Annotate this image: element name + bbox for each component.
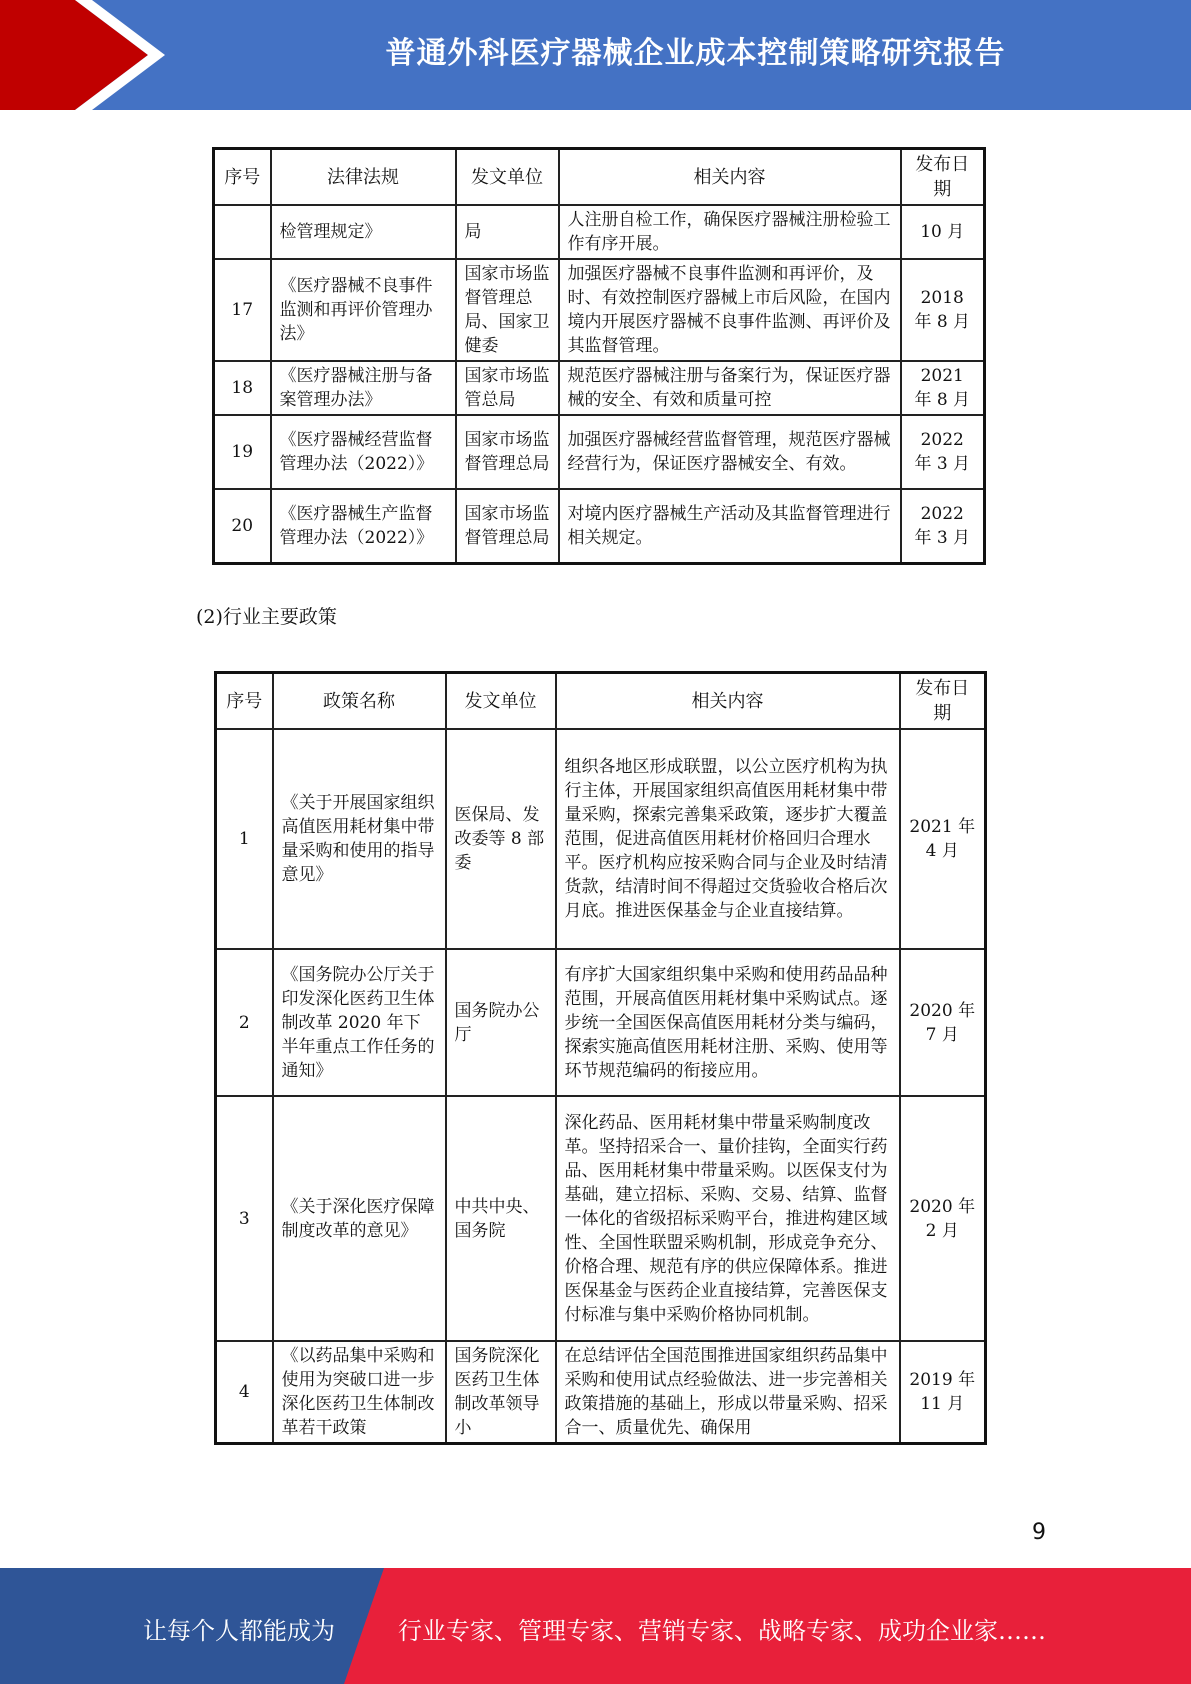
col-header-date: 发布日期 <box>900 673 986 730</box>
policies-table <box>214 671 987 1445</box>
table-row <box>214 489 985 563</box>
section-heading: (2)行业主要政策 <box>196 606 337 628</box>
row-no: 2 <box>216 949 273 1096</box>
row-law: 《医疗器械不良事件监测和再评价管理办法》 <box>271 259 456 361</box>
row-unit: 局 <box>456 205 559 259</box>
row-unit: 国家市场监管总局 <box>456 361 559 415</box>
row-content: 对境内医疗器械生产活动及其监督管理进行相关规定。 <box>559 489 901 563</box>
table-row <box>216 1096 986 1341</box>
row-date: 2022 年 3 月 <box>901 415 985 489</box>
table-row <box>216 1341 986 1444</box>
table-row <box>214 361 985 415</box>
row-no <box>214 205 271 259</box>
row-law: 《医疗器械经营监督管理办法（2022）》 <box>271 415 456 489</box>
row-no: 1 <box>216 729 273 949</box>
row-content: 深化药品、医用耗材集中带量采购制度改革。坚持招采合一、量价挂钩，全面实行药品、医用耗材集中带量采购。以医保支付为基础，建立招标、采购、交易、结算、监督一体化的省级招标采购平台，推进构建区域性、全国性联盟采购机制，形成竞争充分、价格合理、规范有序的供应保障体系。推进医保基金与医药企业直接结算，完善医保支付标准与集中采购价格协同机制。 <box>556 1096 900 1341</box>
row-unit: 国家市场监督管理总局 <box>456 489 559 563</box>
row-no: 20 <box>214 489 271 563</box>
row-content: 在总结评估全国范围推进国家组织药品集中采购和使用试点经验做法、进一步完善相关政策措施的基础上，形成以带量采购、招采合一、质量优先、确保用 <box>556 1341 900 1444</box>
row-no: 17 <box>214 259 271 361</box>
row-unit: 医保局、发改委等 8 部委 <box>446 729 556 949</box>
row-date: 2020 年 2 月 <box>900 1096 986 1341</box>
row-law: 《医疗器械注册与备案管理办法》 <box>271 361 456 415</box>
laws-table <box>212 147 986 565</box>
row-name: 《关于深化医疗保障制度改革的意见》 <box>273 1096 446 1341</box>
row-law: 检管理规定》 <box>271 205 456 259</box>
row-law: 《医疗器械生产监督管理办法（2022）》 <box>271 489 456 563</box>
row-name: 《关于开展国家组织高值医用耗材集中带量采购和使用的指导意见》 <box>273 729 446 949</box>
col-header-law: 法律法规 <box>271 149 456 206</box>
row-date: 10 月 <box>901 205 985 259</box>
row-no: 3 <box>216 1096 273 1341</box>
table-row <box>216 729 986 949</box>
row-no: 18 <box>214 361 271 415</box>
col-header-no: 序号 <box>214 149 271 206</box>
row-name: 《国务院办公厅关于印发深化医药卫生体制改革 2020 年下半年重点工作任务的通知》 <box>273 949 446 1096</box>
row-content: 规范医疗器械注册与备案行为，保证医疗器械的安全、有效和质量可控 <box>559 361 901 415</box>
row-no: 19 <box>214 415 271 489</box>
row-content: 加强医疗器械经营监督管理，规范医疗器械经营行为，保证医疗器械安全、有效。 <box>559 415 901 489</box>
row-unit: 中共中央、国务院 <box>446 1096 556 1341</box>
page-footer <box>0 1568 1191 1684</box>
row-no: 4 <box>216 1341 273 1444</box>
row-unit: 国务院办公厅 <box>446 949 556 1096</box>
col-header-date: 发布日期 <box>901 149 985 206</box>
row-unit: 国家市场监督管理总局、国家卫健委 <box>456 259 559 361</box>
report-title: 普通外科医疗器械企业成本控制策略研究报告 <box>385 36 1006 71</box>
row-date: 2022 年 3 月 <box>901 489 985 563</box>
row-date: 2018 年 8 月 <box>901 259 985 361</box>
row-unit: 国家市场监督管理总局 <box>456 415 559 489</box>
table-header-row <box>214 149 985 206</box>
footer-slogan-right: 行业专家、管理专家、营销专家、战略专家、成功企业家…… <box>398 1617 1046 1645</box>
row-content: 有序扩大国家组织集中采购和使用药品品种范围，开展高值医用耗材集中采购试点。逐步统一全国医保高值医用耗材分类与编码，探索实施高值医用耗材注册、采购、使用等环节规范编码的衔接应用。 <box>556 949 900 1096</box>
col-header-unit: 发文单位 <box>456 149 559 206</box>
row-date: 2021 年 4 月 <box>900 729 986 949</box>
row-content: 人注册自检工作，确保医疗器械注册检验工作有序开展。 <box>559 205 901 259</box>
table-row <box>214 415 985 489</box>
table-row <box>216 949 986 1096</box>
row-content: 加强医疗器械不良事件监测和再评价，及时、有效控制医疗器械上市后风险，在国内境内开展医疗器械不良事件监测、再评价及其监督管理。 <box>559 259 901 361</box>
table-row <box>214 259 985 361</box>
row-date: 2019 年 11 月 <box>900 1341 986 1444</box>
row-date: 2020 年 7 月 <box>900 949 986 1096</box>
col-header-no: 序号 <box>216 673 273 730</box>
row-date: 2021 年 8 月 <box>901 361 985 415</box>
row-unit: 国务院深化医药卫生体制改革领导小 <box>446 1341 556 1444</box>
table-header-row <box>216 673 986 730</box>
row-name: 《以药品集中采购和使用为突破口进一步深化医药卫生体制改革若干政策 <box>273 1341 446 1444</box>
col-header-unit: 发文单位 <box>446 673 556 730</box>
table-row <box>214 205 985 259</box>
col-header-content: 相关内容 <box>556 673 900 730</box>
page-header <box>0 0 1191 110</box>
col-header-content: 相关内容 <box>559 149 901 206</box>
row-content: 组织各地区形成联盟，以公立医疗机构为执行主体，开展国家组织高值医用耗材集中带量采购，探索完善集采政策，逐步扩大覆盖范围，促进高值医用耗材价格回归合理水平。医疗机构应按采购合同与企业及时结清货款，结清时间不得超过交货验收合格后次月底。推进医保基金与企业直接结算。 <box>556 729 900 949</box>
footer-slogan-left: 让每个人都能成为 <box>143 1617 335 1645</box>
col-header-name: 政策名称 <box>273 673 446 730</box>
page-number: 9 <box>1032 1520 1046 1545</box>
